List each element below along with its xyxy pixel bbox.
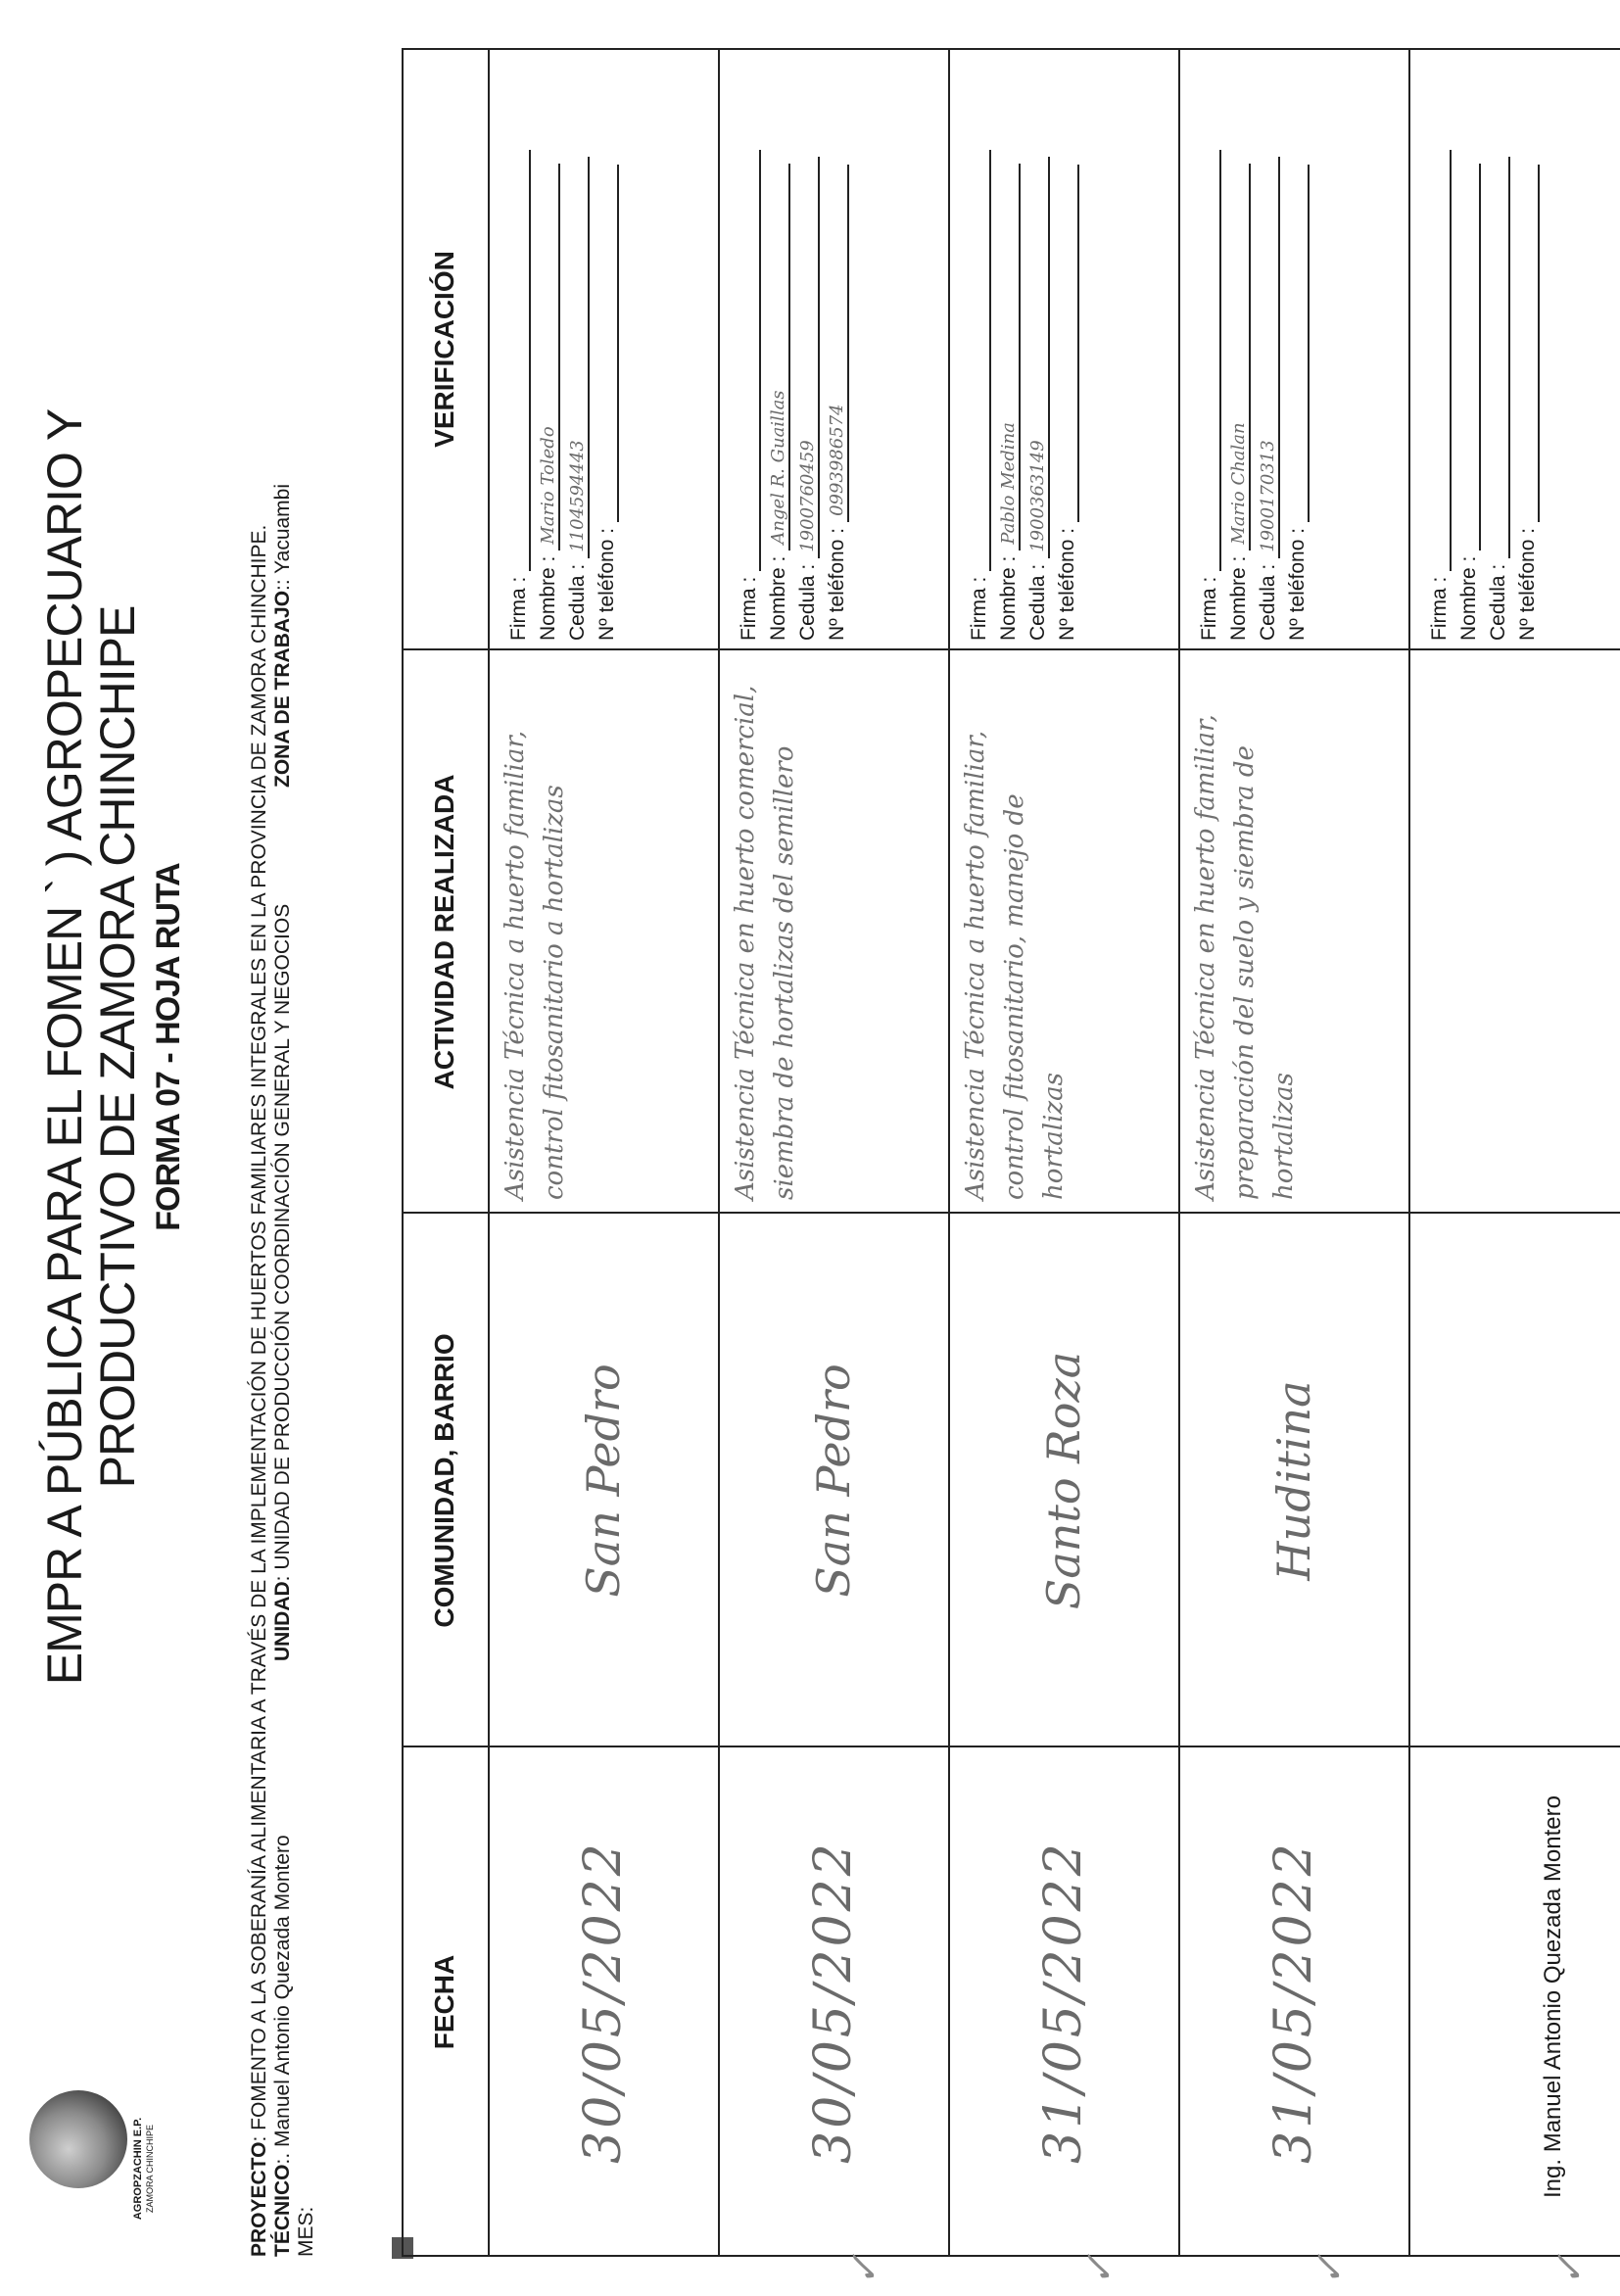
verif-field <box>1286 165 1310 641</box>
margin-tick-icon: ✓ <box>1308 2253 1353 2286</box>
fecha-cell: 30/05/2022 <box>573 1841 633 2164</box>
verif-label: Nombre : <box>537 555 559 641</box>
verif-line <box>827 165 849 522</box>
verif-line <box>741 150 761 571</box>
verif-field <box>596 165 619 641</box>
verif-label: Nº teléfono : <box>1056 527 1078 641</box>
verif-nombre-value: Mario Chalan <box>1228 422 1249 545</box>
verificacion-cell <box>488 48 718 650</box>
verif-line <box>1520 165 1540 522</box>
verif-cedula-value: 1900760459 <box>797 440 818 552</box>
title-line-2: PRODUCTIVO DE ZAMORA CHINCHIPE <box>90 605 145 1489</box>
verif-line <box>538 164 560 550</box>
fecha-cell: 31/05/2022 <box>1033 1841 1093 2164</box>
comunidad-cell: Santo Roza <box>1036 1351 1090 1610</box>
verif-label: Nombre : <box>1227 555 1250 641</box>
verif-field <box>1198 150 1221 641</box>
verif-line <box>567 157 590 558</box>
unidad-label: UNIDAD <box>271 1581 294 1661</box>
verif-line <box>1258 157 1280 558</box>
actividad-cell: Asistencia Técnica a huerto familiar, control fitosanitario, manejo de hortalizas <box>961 730 1069 1200</box>
verif-line <box>768 164 790 550</box>
proyecto-value: : FOMENTO A LA SOBERANÍA ALIMENTARIA A TRAVÉS DE LA IMPLEMENTACIÓN DE HUERTOS FAMILIARES INTEGRALES EN LA PROVINCIA DE ZAMORA CHINCHIPE. <box>248 524 270 2142</box>
fecha-cell: 31/05/2022 <box>1263 1841 1323 2164</box>
tecnico-value: :. Manuel Antonio Quezada Montero <box>271 1835 294 2165</box>
verif-field <box>1227 164 1251 641</box>
tecnico-label: TÉCNICO <box>271 2164 294 2257</box>
verif-field <box>1516 165 1540 641</box>
verif-nombre-value: Pablo Medina <box>998 422 1019 545</box>
actividad-cell: Asistencia Técnica en huerto comercial, siembra de hortalizas del semillero <box>731 685 799 1200</box>
verif-telefono-value: 0993986574 <box>827 404 847 516</box>
margin-tick-icon: ✓ <box>1077 2253 1122 2286</box>
verif-field <box>537 164 560 641</box>
form-title: FORMA 07 - HOJA RUTA <box>150 863 187 1231</box>
proyecto-label: PROYECTO <box>248 2141 270 2257</box>
zona-label: ZONA DE TRABAJO <box>271 590 294 788</box>
verif-field <box>796 157 820 641</box>
verif-label: Cedula : <box>796 563 819 641</box>
zona-line <box>271 484 295 788</box>
actividad-cell: Asistencia Técnica a huerto familiar, control fitosanitario a hortalizas <box>500 730 569 1200</box>
verif-line <box>1202 150 1221 571</box>
fecha-cell: 30/05/2022 <box>803 1841 863 2164</box>
verif-label: Nombre : <box>1457 555 1480 641</box>
verificacion-cell <box>1408 48 1620 650</box>
comunidad-cell: San Pedro <box>806 1363 860 1598</box>
tecnico-line <box>271 1835 295 2257</box>
header-comunidad: COMUNIDAD, BARRIO <box>429 1333 459 1628</box>
verif-label: Cedula : <box>1026 563 1049 641</box>
verif-label: Nº teléfono : <box>826 527 848 641</box>
verif-field <box>1457 164 1481 641</box>
header-fecha: FECHA <box>429 1954 459 2050</box>
verif-cedula-value: 1104594443 <box>567 440 588 552</box>
verif-line <box>972 150 991 571</box>
verif-field <box>997 164 1021 641</box>
verif-line <box>1027 157 1050 558</box>
margin-tick-icon: ✓ <box>842 2253 887 2286</box>
verif-label: Firma : <box>1198 576 1220 641</box>
verif-field <box>1428 150 1452 641</box>
verif-field <box>1487 157 1510 641</box>
actividad-cell <box>1408 650 1620 1214</box>
verif-field <box>566 157 590 641</box>
verif-line <box>1432 150 1452 571</box>
actividad-cell: Asistencia Técnica en huerto familiar, preparación del suelo y siembra de hortalizas <box>1191 714 1299 1200</box>
comunidad-cell <box>1408 1214 1620 1747</box>
verif-line <box>1290 165 1310 522</box>
title-line-1: EMPR A PÚBLICA PARA EL FOMEN ` ) AGROPECUARIO Y <box>37 408 92 1686</box>
verif-field <box>968 150 991 641</box>
verificacion-cell <box>948 48 1178 650</box>
verif-label: Nº teléfono : <box>596 527 618 641</box>
verificacion-cell <box>1178 48 1408 650</box>
signature-name: Ing. Manuel Antonio Quezada Montero <box>1540 1795 1566 2198</box>
verif-label: Nombre : <box>997 555 1020 641</box>
unidad-line <box>271 904 295 1661</box>
header-verificacion: VERIFICACIÓN <box>429 251 459 448</box>
verif-field <box>507 150 531 641</box>
verif-line <box>511 150 531 571</box>
verif-label: Cedula : <box>1487 563 1509 641</box>
verif-label: Cedula : <box>1257 563 1279 641</box>
verif-field <box>1056 165 1079 641</box>
comunidad-cell: Huditina <box>1266 1380 1320 1581</box>
zona-value: :: Yacuambi <box>271 483 294 591</box>
logo-subtitle: ZAMORA CHINCHIPE <box>145 2125 155 2214</box>
verif-field <box>1257 157 1280 641</box>
verif-label: Nº teléfono : <box>1286 527 1309 641</box>
hoja-ruta-table <box>402 48 1620 2257</box>
verif-field <box>1026 157 1050 641</box>
verif-label: Cedula : <box>566 563 589 641</box>
verif-nombre-value: Angel R. Guaillas <box>768 390 788 545</box>
verif-line <box>998 164 1021 550</box>
header-actividad: ACTIVIDAD REALIZADA <box>429 774 459 1090</box>
verif-label: Firma : <box>738 576 760 641</box>
verif-label: Nº teléfono : <box>1516 527 1539 641</box>
margin-tick-icon: ✓ <box>1548 2253 1593 2286</box>
fecha-cell <box>1408 1747 1620 2257</box>
comunidad-cell: San Pedro <box>576 1363 630 1598</box>
verif-field <box>826 165 849 641</box>
verif-field <box>767 164 790 641</box>
agropzachin-logo <box>29 2090 127 2188</box>
verif-line <box>1060 165 1079 522</box>
proyecto-line <box>248 525 271 2257</box>
verificacion-cell <box>718 48 948 650</box>
verif-cedula-value: 1900363149 <box>1027 440 1048 552</box>
verif-line <box>599 165 619 522</box>
verif-label: Firma : <box>507 576 530 641</box>
verif-nombre-value: Mario Toledo <box>538 426 558 545</box>
logo-name: AGROPZACHIN E.P. <box>132 2117 144 2221</box>
verif-line <box>1228 164 1251 550</box>
mes-label: MES: <box>295 2206 317 2257</box>
verif-label: Nombre : <box>767 555 789 641</box>
verif-field <box>738 150 761 641</box>
verif-label: Firma : <box>968 576 990 641</box>
verif-cedula-value: 1900170313 <box>1258 440 1278 552</box>
verif-line <box>1491 157 1510 558</box>
verif-line <box>797 157 820 558</box>
verif-line <box>1461 164 1481 550</box>
verif-label: Firma : <box>1428 576 1451 641</box>
unidad-value: : UNIDAD DE PRODUCCIÓN COORDINACIÓN GENERAL Y NEGOCIOS <box>271 903 294 1582</box>
